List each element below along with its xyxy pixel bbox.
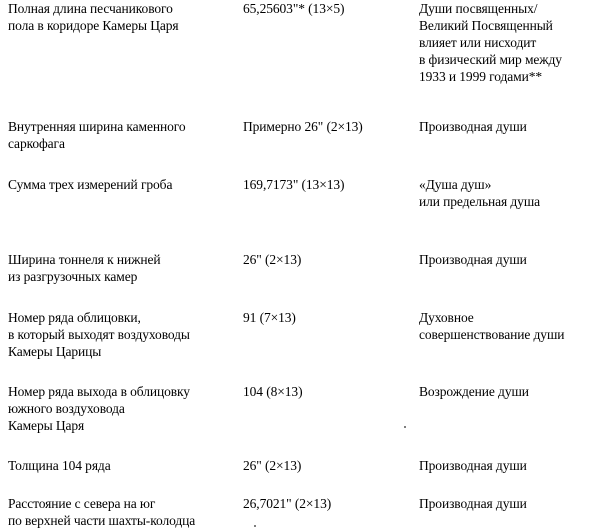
measurement-description: Номер ряда облицовки, в который выходят воздуховоды Камеры Царицы [8, 310, 190, 359]
measurement-meaning: Души посвященных/ Великий Посвященный влияет или нисходит в физический мир между 1933 и 1999 годами** [419, 1, 562, 84]
measurement-value: 26,7021" (2×13) [243, 496, 332, 511]
measurement-meaning: Производная души [419, 496, 527, 511]
measurement-description: Внутренняя ширина каменного саркофага [8, 119, 186, 151]
measurement-value: 65,25603"* (13×5) [243, 1, 345, 16]
measurement-value: 26" (2×13) [243, 252, 302, 267]
measurement-description: Расстояние с севера на юг по верхней части шахты-колодца [8, 496, 196, 528]
measurement-description: Ширина тоннеля к нижней из разгрузочных камер [8, 252, 161, 284]
measurement-value: Примерно 26" (2×13) [243, 119, 363, 134]
measurement-value: 169,7173" (13×13) [243, 177, 345, 192]
measurement-description: Сумма трех измерений гроба [8, 177, 173, 192]
measurement-value: 91 (7×13) [243, 310, 296, 325]
measurement-value: 104 (8×13) [243, 384, 303, 399]
measurement-value: 26" (2×13) [243, 458, 302, 473]
measurement-meaning: Производная души [419, 458, 527, 473]
measurement-description: Полная длина песчаникового пола в коридоре Камеры Царя [8, 1, 179, 33]
measurement-meaning: «Душа душ» или предельная душа [419, 177, 541, 209]
scan-speck [404, 426, 406, 428]
measurement-description: Номер ряда выхода в облицовку южного воздуховода Камеры Царя [8, 384, 190, 433]
measurement-meaning: Духовное совершенствование души [419, 310, 565, 342]
measurement-description: Толщина 104 ряда [8, 458, 111, 473]
measurement-meaning: Производная души [419, 252, 527, 267]
measurement-meaning: Возрождение души [419, 384, 529, 399]
scan-speck [254, 525, 256, 527]
measurement-meaning: Производная души [419, 119, 527, 134]
